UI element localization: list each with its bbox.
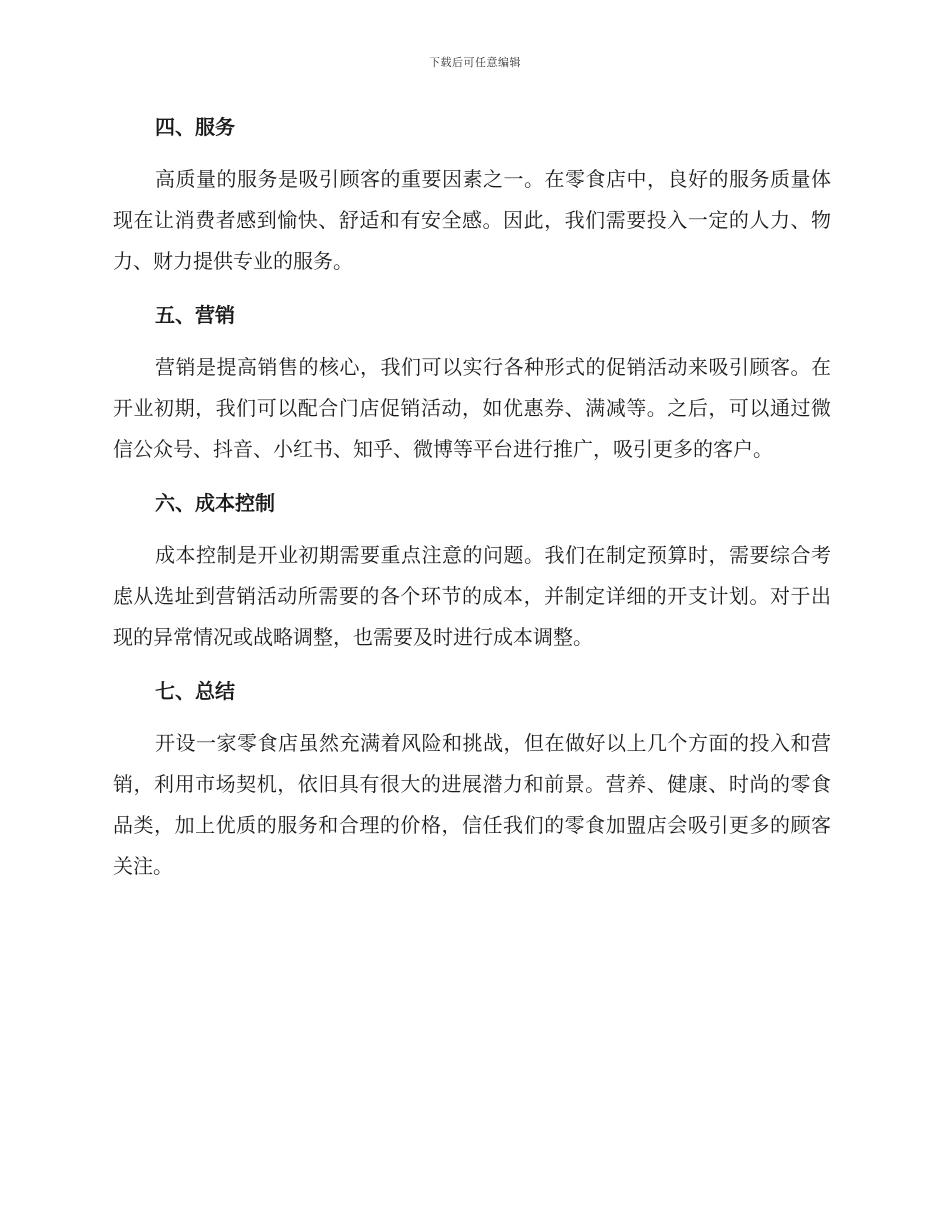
section-heading: 四、服务 <box>155 115 235 139</box>
section-heading: 五、营销 <box>155 303 235 327</box>
section-service <box>113 108 831 282</box>
page-header: 下载后可任意编辑 <box>429 56 521 69</box>
section-heading: 七、总结 <box>155 679 235 703</box>
section-paragraph: 成本控制是开业初期需要重点注意的问题。我们在制定预算时，需要综合考虑从选址到营销活动所需要的各个环节的成本，并制定详细的开支计划。对于出现的异常情况或战略调整，也需要及时进行成本调整。 <box>113 543 831 649</box>
section-summary <box>113 672 831 887</box>
document-body <box>113 108 831 901</box>
section-paragraph: 高质量的服务是吸引顾客的重要因素之一。在零食店中，良好的服务质量体现在让消费者感到愉快、舒适和有安全感。因此，我们需要投入一定的人力、物力、财力提供专业的服务。 <box>113 167 831 273</box>
section-paragraph: 开设一家零食店虽然充满着风险和挑战，但在做好以上几个方面的投入和营销，利用市场契机，依旧具有很大的进展潜力和前景。营养、健康、时尚的零食品类，加上优质的服务和合理的价格，信任我们的零食加盟店会吸引更多的顾客关注。 <box>113 731 831 878</box>
section-marketing <box>113 296 831 470</box>
section-heading: 六、成本控制 <box>155 491 275 515</box>
section-paragraph: 营销是提高销售的核心，我们可以实行各种形式的促销活动来吸引顾客。在开业初期，我们可以配合门店促销活动，如优惠券、满减等。之后，可以通过微信公众号、抖音、小红书、知乎、微博等平台进行推广，吸引更多的客户。 <box>113 355 831 461</box>
section-cost-control <box>113 484 831 658</box>
